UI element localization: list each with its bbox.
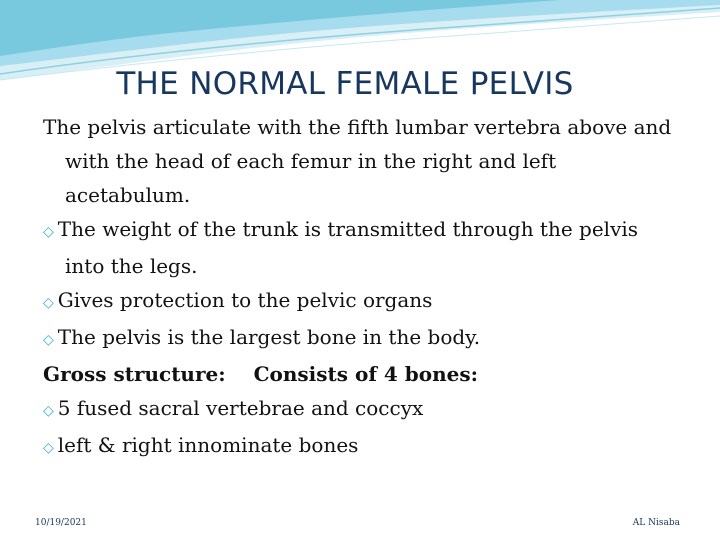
hollow-diamond-icon: ◇: [43, 403, 54, 419]
bullet-item: [43, 212, 683, 283]
bullet-item: [43, 428, 683, 465]
hollow-diamond-icon: ◇: [43, 224, 54, 240]
slide-title: THE NORMAL FEMALE PELVIS: [116, 66, 574, 102]
bullet-item: [43, 391, 683, 428]
footer-date: 10/19/2021: [35, 518, 87, 528]
bullet-text: The pelvis is the largest bone in the body.: [57, 325, 481, 349]
gross-structure-value: Consists of 4 bones:: [253, 362, 479, 386]
bullet-item: [43, 320, 683, 357]
bullet-text: left & right innominate bones: [57, 433, 359, 457]
intro-paragraph: The pelvis articulate with the fifth lumbar vertebra above and with the head of each femur in the right and left acetabulum.: [43, 115, 672, 207]
bullet-text: 5 fused sacral vertebrae and coccyx: [57, 396, 424, 420]
slide-content: [43, 110, 683, 465]
footer-author: AL Nisaba: [632, 518, 680, 528]
hollow-diamond-icon: ◇: [43, 295, 54, 311]
gross-structure-label: Gross structure:: [43, 362, 226, 386]
bullet-text: The weight of the trunk is transmitted through the pelvis into the legs.: [57, 217, 639, 278]
hollow-diamond-icon: ◇: [43, 332, 54, 348]
bullet-item: [43, 283, 683, 320]
hollow-diamond-icon: ◇: [43, 440, 54, 456]
gross-structure-line: [43, 357, 683, 391]
bullet-text: Gives protection to the pelvic organs: [57, 288, 433, 312]
